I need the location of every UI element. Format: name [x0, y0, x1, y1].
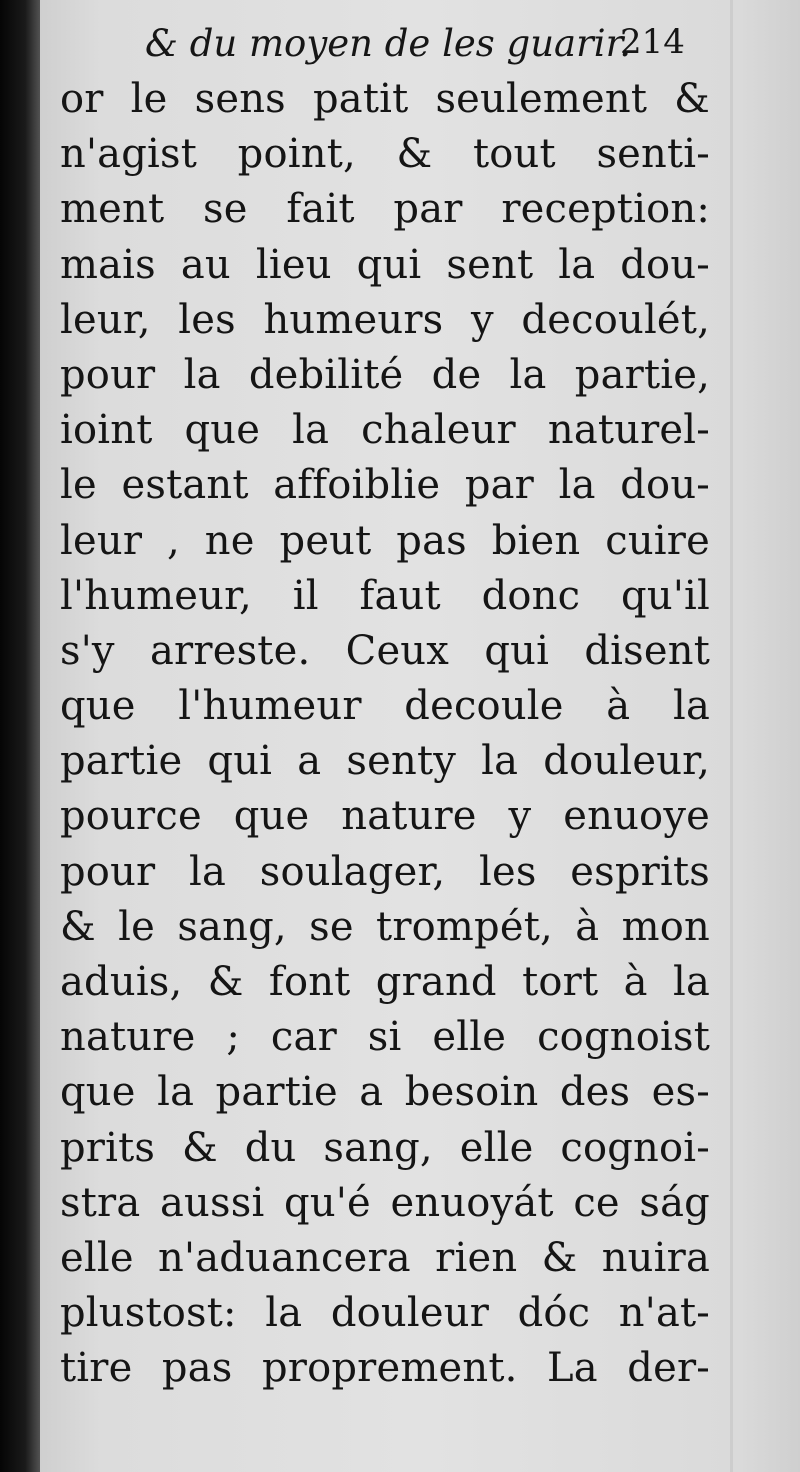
text-line: n'agist point, & tout senti- — [60, 131, 710, 178]
show-through-shadow — [730, 0, 733, 1472]
text-line: leur, les humeurs y decoulét, — [60, 296, 710, 343]
text-line: pource que nature y enuoye — [60, 793, 710, 840]
text-line: le estant affoiblie par la dou- — [60, 462, 710, 509]
text-line: que l'humeur decoule à la — [60, 683, 710, 730]
text-line: stra aussi qu'é enuoyát ce ság — [60, 1179, 710, 1226]
text-line: mais au lieu qui sent la dou- — [60, 241, 710, 288]
page-number: 214 — [620, 22, 685, 62]
text-line: plustost: la douleur dóc n'at- — [60, 1290, 710, 1337]
text-line: tire pas proprement. La der- — [60, 1345, 710, 1392]
text-line: que la partie a besoin des es- — [60, 1069, 710, 1116]
text-line: or le sens patit seulement & — [60, 76, 710, 122]
text-line: elle n'aduancera rien & nuira — [60, 1234, 710, 1281]
text-line: prits & du sang, elle cognoi- — [60, 1124, 710, 1171]
text-line: s'y arreste. Ceux qui disent — [60, 627, 710, 674]
text-line: pour la debilité de la partie, — [60, 351, 710, 398]
text-line: leur , ne peut pas bien cuire — [60, 517, 710, 564]
text-line: ment se fait par reception: — [60, 186, 710, 233]
text-line: partie qui a senty la douleur, — [60, 738, 710, 785]
text-line: ioint que la chaleur naturel- — [60, 407, 710, 454]
body-text — [60, 72, 710, 1397]
running-head: & du moyen de les guarir. — [145, 22, 632, 65]
binding-gutter — [0, 0, 42, 1472]
text-line: & le sang, se trompét, à mon — [60, 903, 710, 950]
text-line: l'humeur, il faut donc qu'il — [60, 572, 710, 619]
text-line: nature ; car si elle cognoist — [60, 1014, 710, 1061]
text-line: pour la soulager, les esprits — [60, 848, 710, 895]
text-line: aduis, & font grand tort à la — [60, 959, 710, 1005]
